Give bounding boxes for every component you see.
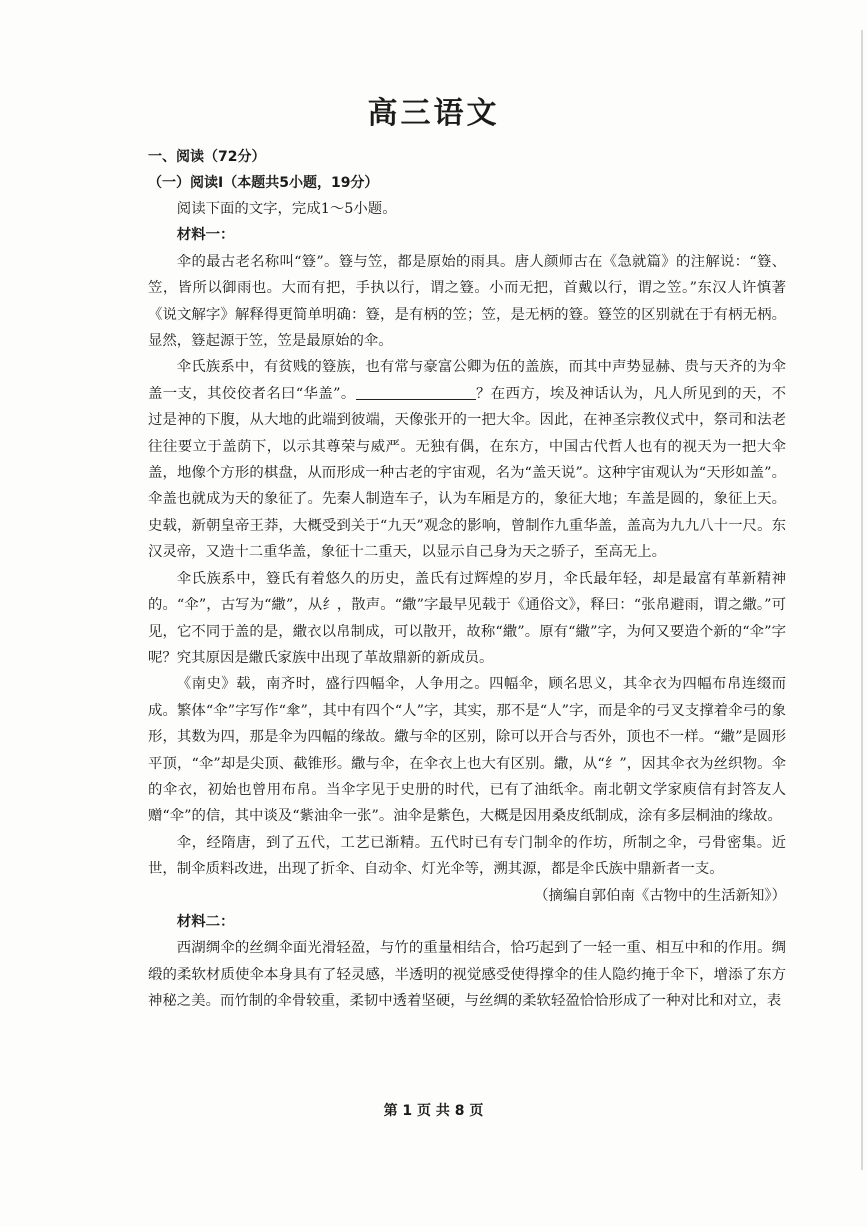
passage-body <box>148 196 786 1015</box>
section-heading: 一、阅读（72分） <box>148 149 266 165</box>
page-title: 高三语文 <box>367 96 500 131</box>
page-number: 第 1 页 共 8 页 <box>383 1103 484 1119</box>
material-one-label: 材料一： <box>176 227 235 244</box>
scan-edge <box>861 30 863 1170</box>
instruction-text: 阅读下面的文字，完成1～5小题。 <box>176 201 397 217</box>
paragraph-part: ？在西方，埃及神话认为，凡人所见到的天，不过是神的下腹，从大地的此端到彼端，天像张开的一把大伞。因此，在神圣宗教仪式中，祭司和法老往往要立于盖荫下，以示其尊荣与威严。无独有偶，在东方，中国古代哲人也有的视天为一把大伞盖，地像个方形的棋盘，从而形成一种古老的宇宙观，名为“盖天说”。这种宇宙观认为“天形如盖”。伞盖也就成为天的象征了。先秦人制造车子，认为车厢是方的，象征大地；车盖是圆的，象征上天。史载，新朝皇帝王莽，大概受到关于“九天”观念的影响，曾制作九重华盖，盖高为九九八十一尺。东汉灵帝，又造十二重华盖，象征十二重天，以显示自己身为天之骄子，至高无上。 <box>148 385 786 561</box>
paragraph: 伞，经隋唐，到了五代，工艺已渐精。五代时已有专门制伞的作坊，所制之伞，弓骨密集。近世，制伞质料改进，出现了折伞、自动伞、灯光伞等，溯其源，都是伞氏族中鼎新者一支。 <box>148 834 786 878</box>
fill-in-blank <box>356 385 476 400</box>
material-two-label: 材料二： <box>176 913 235 930</box>
subsection-heading: （一）阅读Ⅰ（本题共5小题，19分） <box>148 175 379 191</box>
paragraph: 《南史》载，南齐时，盛行四幅伞，人争用之。四幅伞，顾名思义，其伞衣为四幅布帛连缀而成。繁体“伞”字写作“傘”，其中有四个“人”字，其实，那不是“人”字，而是伞的弓叉支撑着伞弓的象形，其数为四，那是伞为四幅的缘故。繖与伞的区别，除可以开合与否外，顶也不一样。“繖”是圆形平顶，“伞”却是尖顶、截锥形。繖与伞，在伞衣上也大有区别。繖，从“纟”，因其伞衣为丝织物。伞的伞衣，初始也曾用布帛。当伞字见于史册的时代，已有了油纸伞。南北朝文学家庾信有封答友人赠“伞”的信，其中谈及“紫油伞一张”。油伞是紫色，大概是因用桑皮纸制成，涂有多层桐油的缘故。 <box>148 676 786 825</box>
paragraph: 西湖绸伞的丝绸伞面光滑轻盈，与竹的重量相结合，恰巧起到了一轻一重、相互中和的作用。绸缎的柔软材质使伞本身具有了轻灵感，半透明的视觉感受使得撑伞的佳人隐约掩于伞下，增添了东方神秘之美。而竹制的伞骨较重，柔韧中透着坚硬，与丝绸的柔软轻盈恰恰形成了一种对比和对立，表 <box>148 940 786 1010</box>
paragraph: 伞的最古老名称叫“簦”。簦与笠，都是原始的雨具。唐人颜师古在《急就篇》的注解说：“簦、笠，皆所以御雨也。大而有把，手执以行，谓之簦。小而无把，首戴以行，谓之笠。”东汉人许慎著《说文解字》解释得更简单明确：簦，是有柄的笠；笠，是无柄的簦。簦笠的区别就在于有柄无柄。显然，簦起源于笠，笠是最原始的伞。 <box>148 253 786 350</box>
source-citation: （摘编自郭伯南《古物中的生活新知》） <box>534 887 786 904</box>
paragraph: 伞氏族系中，簦氏有着悠久的历史，盖氏有过辉煌的岁月，伞氏最年轻，却是最富有革新精神的。“伞”，古写为“繖”，从纟，散声。“繖”字最早见载于《通俗文》，释曰：“张帛避雨，谓之繖。”可见，它不同于盖的是，繖衣以帛制成，可以散开，故称“繖”。原有“繖”字，为何又要造个新的“伞”字呢？究其原因是繖氏家族中出现了革故鼎新的新成员。 <box>148 570 786 666</box>
paragraph-with-blank <box>148 354 786 565</box>
paragraph-part: 伞氏族系中，有贫贱的簦族，也有常与豪富公卿为伍的盖族，而其中声势显赫、贵与天齐的为伞盖一支，其佼佼者名曰“华盖”。 <box>148 359 786 402</box>
